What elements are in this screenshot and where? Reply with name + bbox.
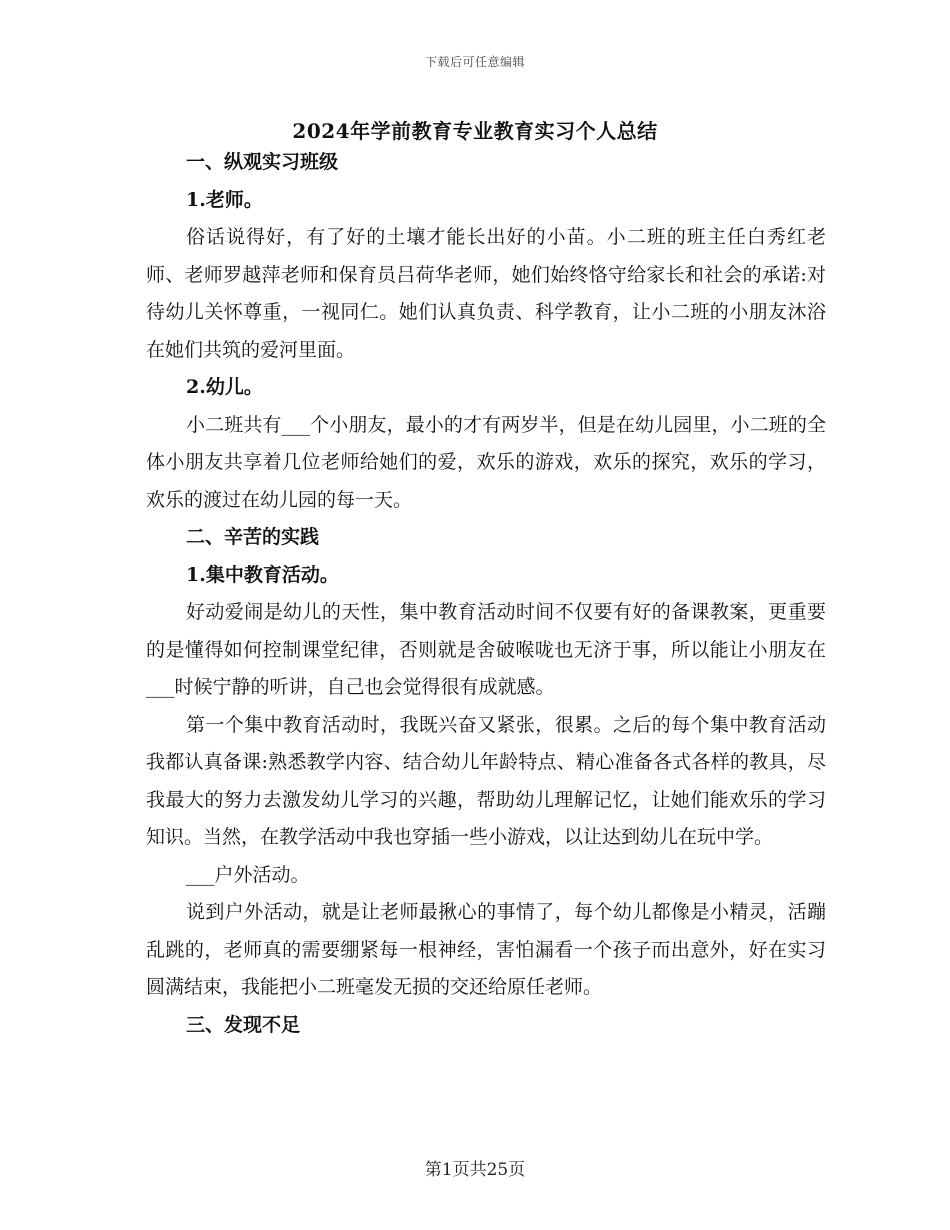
section-heading-1: 一、纵观实习班级	[186, 151, 339, 173]
subsection-heading-teachers: 1.老师。	[186, 188, 263, 211]
section-heading-3: 三、发现不足	[186, 1013, 301, 1036]
page-header-note: 下载后可任意编辑	[424, 55, 525, 69]
paragraph-teachers: 俗话说得好，有了好的土壤才能长出好的小苗。小二班的班主任白秀红老师、老师罗越萍老师和保育员吕荷华老师，她们始终恪守给家长和社会的承诺:对待幼儿关怀尊重，一视同仁。她们认真负责、科学教育，让小二班的小朋友沐浴在她们共筑的爱河里面。	[146, 226, 826, 361]
paragraph-group-activity-1: 好动爱闹是幼儿的天性，集中教育活动时间不仅要有好的备课教案，更重要的是懂得如何控制课堂纪律，否则就是舍破喉咙也无济于事，所以能让小朋友在___时候宁静的听讲，自己也会觉得很有成就感。	[146, 601, 826, 698]
document-body	[146, 144, 826, 1044]
page-footer: 第1页共25页	[424, 1160, 526, 1180]
subsection-heading-children: 2.幼儿。	[186, 376, 263, 398]
subsection-heading-outdoor: ___户外活动。	[186, 863, 310, 886]
paragraph-outdoor: 说到户外活动，就是让老师最揪心的事情了，每个幼儿都像是小精灵，活蹦乱跳的，老师真的需要绷紧每一根神经，害怕漏看一个孩子而出意外，好在实习圆满结束，我能把小二班毫发无损的交还给原任老师。	[146, 901, 826, 998]
subsection-heading-group-activity: 1.集中教育活动。	[186, 563, 339, 586]
paragraph-children: 小二班共有___个小朋友，最小的才有两岁半，但是在幼儿园里，小二班的全体小朋友共享着几位老师给她们的爱，欢乐的游戏，欢乐的探究，欢乐的学习，欢乐的渡过在幼儿园的每一天。	[146, 413, 826, 511]
paragraph-group-activity-2: 第一个集中教育活动时，我既兴奋又紧张，很累。之后的每个集中教育活动我都认真备课:熟悉教学内容、结合幼儿年龄特点、精心准备各式各样的教具，尽我最大的努力去激发幼儿学习的兴趣，帮助幼儿理解记忆，让她们能欢乐的学习知识。当然，在教学活动中我也穿插一些小游戏，以让达到幼儿在玩中学。	[146, 713, 826, 848]
section-heading-2: 二、辛苦的实践	[186, 526, 320, 548]
document-title: 2024年学前教育专业教育实习个人总结	[292, 119, 658, 143]
